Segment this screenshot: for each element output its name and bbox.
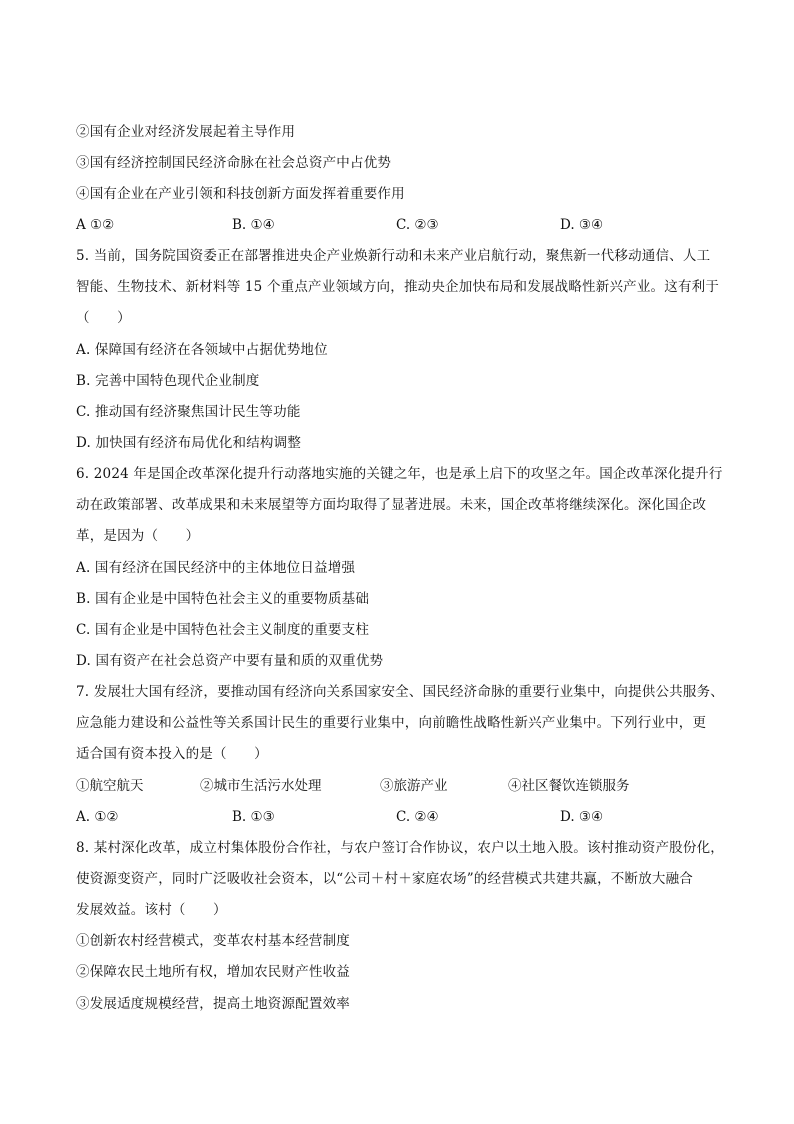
- q7-item-4: ④社区餐饮连锁服务: [508, 778, 630, 794]
- q7-stem-line-3: 适合国有资本投入的是（ ）: [76, 746, 268, 762]
- q8-stem-line-3: 发展效益。该村（ ）: [76, 902, 227, 918]
- q6-stem-line-2: 动在政策部署、改革成果和未来展望等方面均取得了显著进展。未来，国企改革将继续深化。深化国企改: [76, 497, 707, 513]
- q8-item-2: ②保障农民土地所有权，增加农民财产性收益: [76, 964, 350, 980]
- q4-options: [76, 214, 726, 236]
- q5-stem-line-2: 智能、生物技术、新材料等 15 个重点产业领域方向，推动央企加快布局和发展战略性新兴产业。这有利于: [76, 279, 720, 295]
- q5-option-b: B. 完善中国特色现代企业制度: [76, 373, 260, 389]
- q7-option-a: A. ①②: [76, 809, 119, 825]
- q6-stem-line-3: 革，是因为（ ）: [76, 528, 200, 544]
- q6-option-a: A. 国有经济在国民经济中的主体地位日益增强: [76, 560, 356, 576]
- q4-option-b: B. ①④: [232, 217, 275, 233]
- q7-stem-line-1: 7. 发展壮大国有经济，要推动国有经济向关系国家安全、国民经济命脉的重要行业集中，向提供公共服务、: [76, 684, 724, 700]
- q8-stem-line-2: 使资源变资产，同时广泛吸收社会资本，以“公司＋村＋家庭农场”的经营模式共建共赢，不断放大融合: [76, 871, 694, 887]
- q7-option-b: B. ①③: [232, 809, 275, 825]
- q4-item-2: ②国有企业对经济发展起着主导作用: [76, 124, 296, 140]
- q6-option-d: D. 国有资产在社会总资产中要有量和质的双重优势: [76, 653, 384, 669]
- q4-option-a: A ①②: [76, 217, 115, 233]
- q7-option-d: D. ③④: [560, 809, 604, 825]
- q4-option-d: D. ③④: [560, 217, 604, 233]
- q5-stem-line-3: （ ）: [76, 310, 131, 326]
- q5-option-c: C. 推动国有经济聚焦国计民生等功能: [76, 404, 301, 420]
- q7-item-1: ①航空航天: [76, 778, 144, 794]
- q8-item-1: ①创新农村经营模式，变革农村基本经营制度: [76, 933, 350, 949]
- q7-stem-line-2: 应急能力建设和公益性等关系国计民生的重要行业集中，向前瞻性战略性新兴产业集中。下列行业中，更: [76, 715, 707, 731]
- q4-option-c: C. ②③: [396, 217, 439, 233]
- q7-item-3: ③旅游产业: [380, 778, 448, 794]
- q6-stem-line-1: 6. 2024 年是国企改革深化提升行动落地实施的关键之年，也是承上启下的攻坚之年。国企改革深化提升行: [76, 466, 723, 482]
- q7-options: [76, 806, 726, 828]
- q7-items: [76, 775, 726, 797]
- q5-option-a: A. 保障国有经济在各领域中占据优势地位: [76, 342, 328, 358]
- q5-stem-line-1: 5. 当前，国务院国资委正在部署推进央企产业焕新行动和未来产业启航行动，聚焦新一代移动通信、人工: [76, 248, 711, 264]
- q4-item-3: ③国有经济控制国民经济命脉在社会总资产中占优势: [76, 155, 392, 171]
- q4-item-4: ④国有企业在产业引领和科技创新方面发挥着重要作用: [76, 186, 405, 202]
- q8-stem-line-1: 8. 某村深化改革，成立村集体股份合作社，与农户签订合作协议，农户以土地入股。该村推动资产股份化，: [76, 840, 724, 856]
- q5-option-d: D. 加快国有经济布局优化和结构调整: [76, 435, 302, 451]
- q6-option-c: C. 国有企业是中国特色社会主义制度的重要支柱: [76, 622, 370, 638]
- q7-option-c: C. ②④: [396, 809, 439, 825]
- q8-item-3: ③发展适度规模经营，提高土地资源配置效率: [76, 996, 350, 1012]
- q6-option-b: B. 国有企业是中国特色社会主义的重要物质基础: [76, 591, 370, 607]
- q7-item-2: ②城市生活污水处理: [200, 778, 322, 794]
